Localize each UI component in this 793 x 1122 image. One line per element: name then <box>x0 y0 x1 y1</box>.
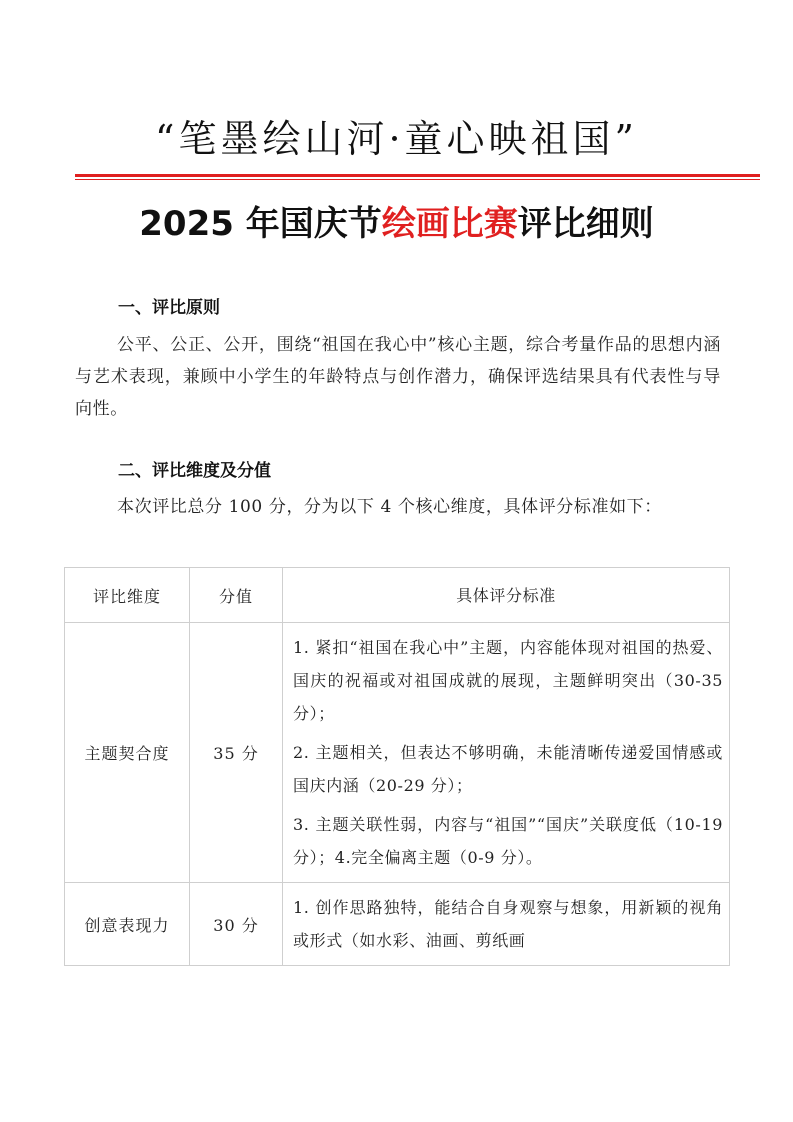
table-header-dimension: 评比维度 <box>65 568 190 623</box>
row-score: 30 分 <box>190 883 283 966</box>
criterion-item: 1. 紧扣“祖国在我心中”主题，内容能体现对祖国的热爱、国庆的祝福或对祖国成就的展现，主题鲜明突出（30-35 分）； <box>293 638 723 723</box>
section-heading-dimensions: 二、评比维度及分值 <box>118 461 271 481</box>
section-heading-principles: 一、评比原则 <box>118 298 220 318</box>
scoring-table <box>64 567 730 966</box>
row-score: 35 分 <box>190 623 283 883</box>
criterion-item: 1. 创作思路独特，能结合自身观察与想象，用新颖的视角或形式（如水彩、油画、剪纸画 <box>293 898 723 950</box>
row-criteria <box>283 623 730 883</box>
title-divider-thick <box>75 174 760 177</box>
sub-title-prefix: 2025 年国庆节 <box>139 204 382 244</box>
table-row <box>65 883 730 966</box>
table-header-score: 分值 <box>190 568 283 623</box>
section-text-principles: 公平、公正、公开，围绕“祖国在我心中”核心主题，综合考量作品的思想内涵与艺术表现，兼顾中小学生的年龄特点与创作潜力，确保评选结果具有代表性与导向性。 <box>75 335 721 419</box>
criterion-item: 2. 主题相关，但表达不够明确，未能清晰传递爱国情感或国庆内涵（20-29 分）； <box>293 743 723 795</box>
table-row <box>65 623 730 883</box>
row-dimension: 主题契合度 <box>65 623 190 883</box>
sub-title-highlight: 绘画比赛 <box>381 204 518 244</box>
sub-title-suffix: 评比细则 <box>517 204 654 244</box>
table-header-row <box>65 568 730 623</box>
title-divider-thin <box>75 179 760 180</box>
table-header-criteria: 具体评分标准 <box>283 568 730 623</box>
criterion-item: 3. 主题关联性弱，内容与“祖国”“国庆”关联度低（10-19 分）；4.完全偏离主题（0-9 分）。 <box>293 815 723 867</box>
row-dimension: 创意表现力 <box>65 883 190 966</box>
section-text-dimensions: 本次评比总分 100 分，分为以下 4 个核心维度，具体评分标准如下： <box>117 497 662 517</box>
sub-title <box>0 196 793 245</box>
row-criteria <box>283 883 730 966</box>
main-title: “笔墨绘山河·童心映祖国” <box>155 117 638 161</box>
